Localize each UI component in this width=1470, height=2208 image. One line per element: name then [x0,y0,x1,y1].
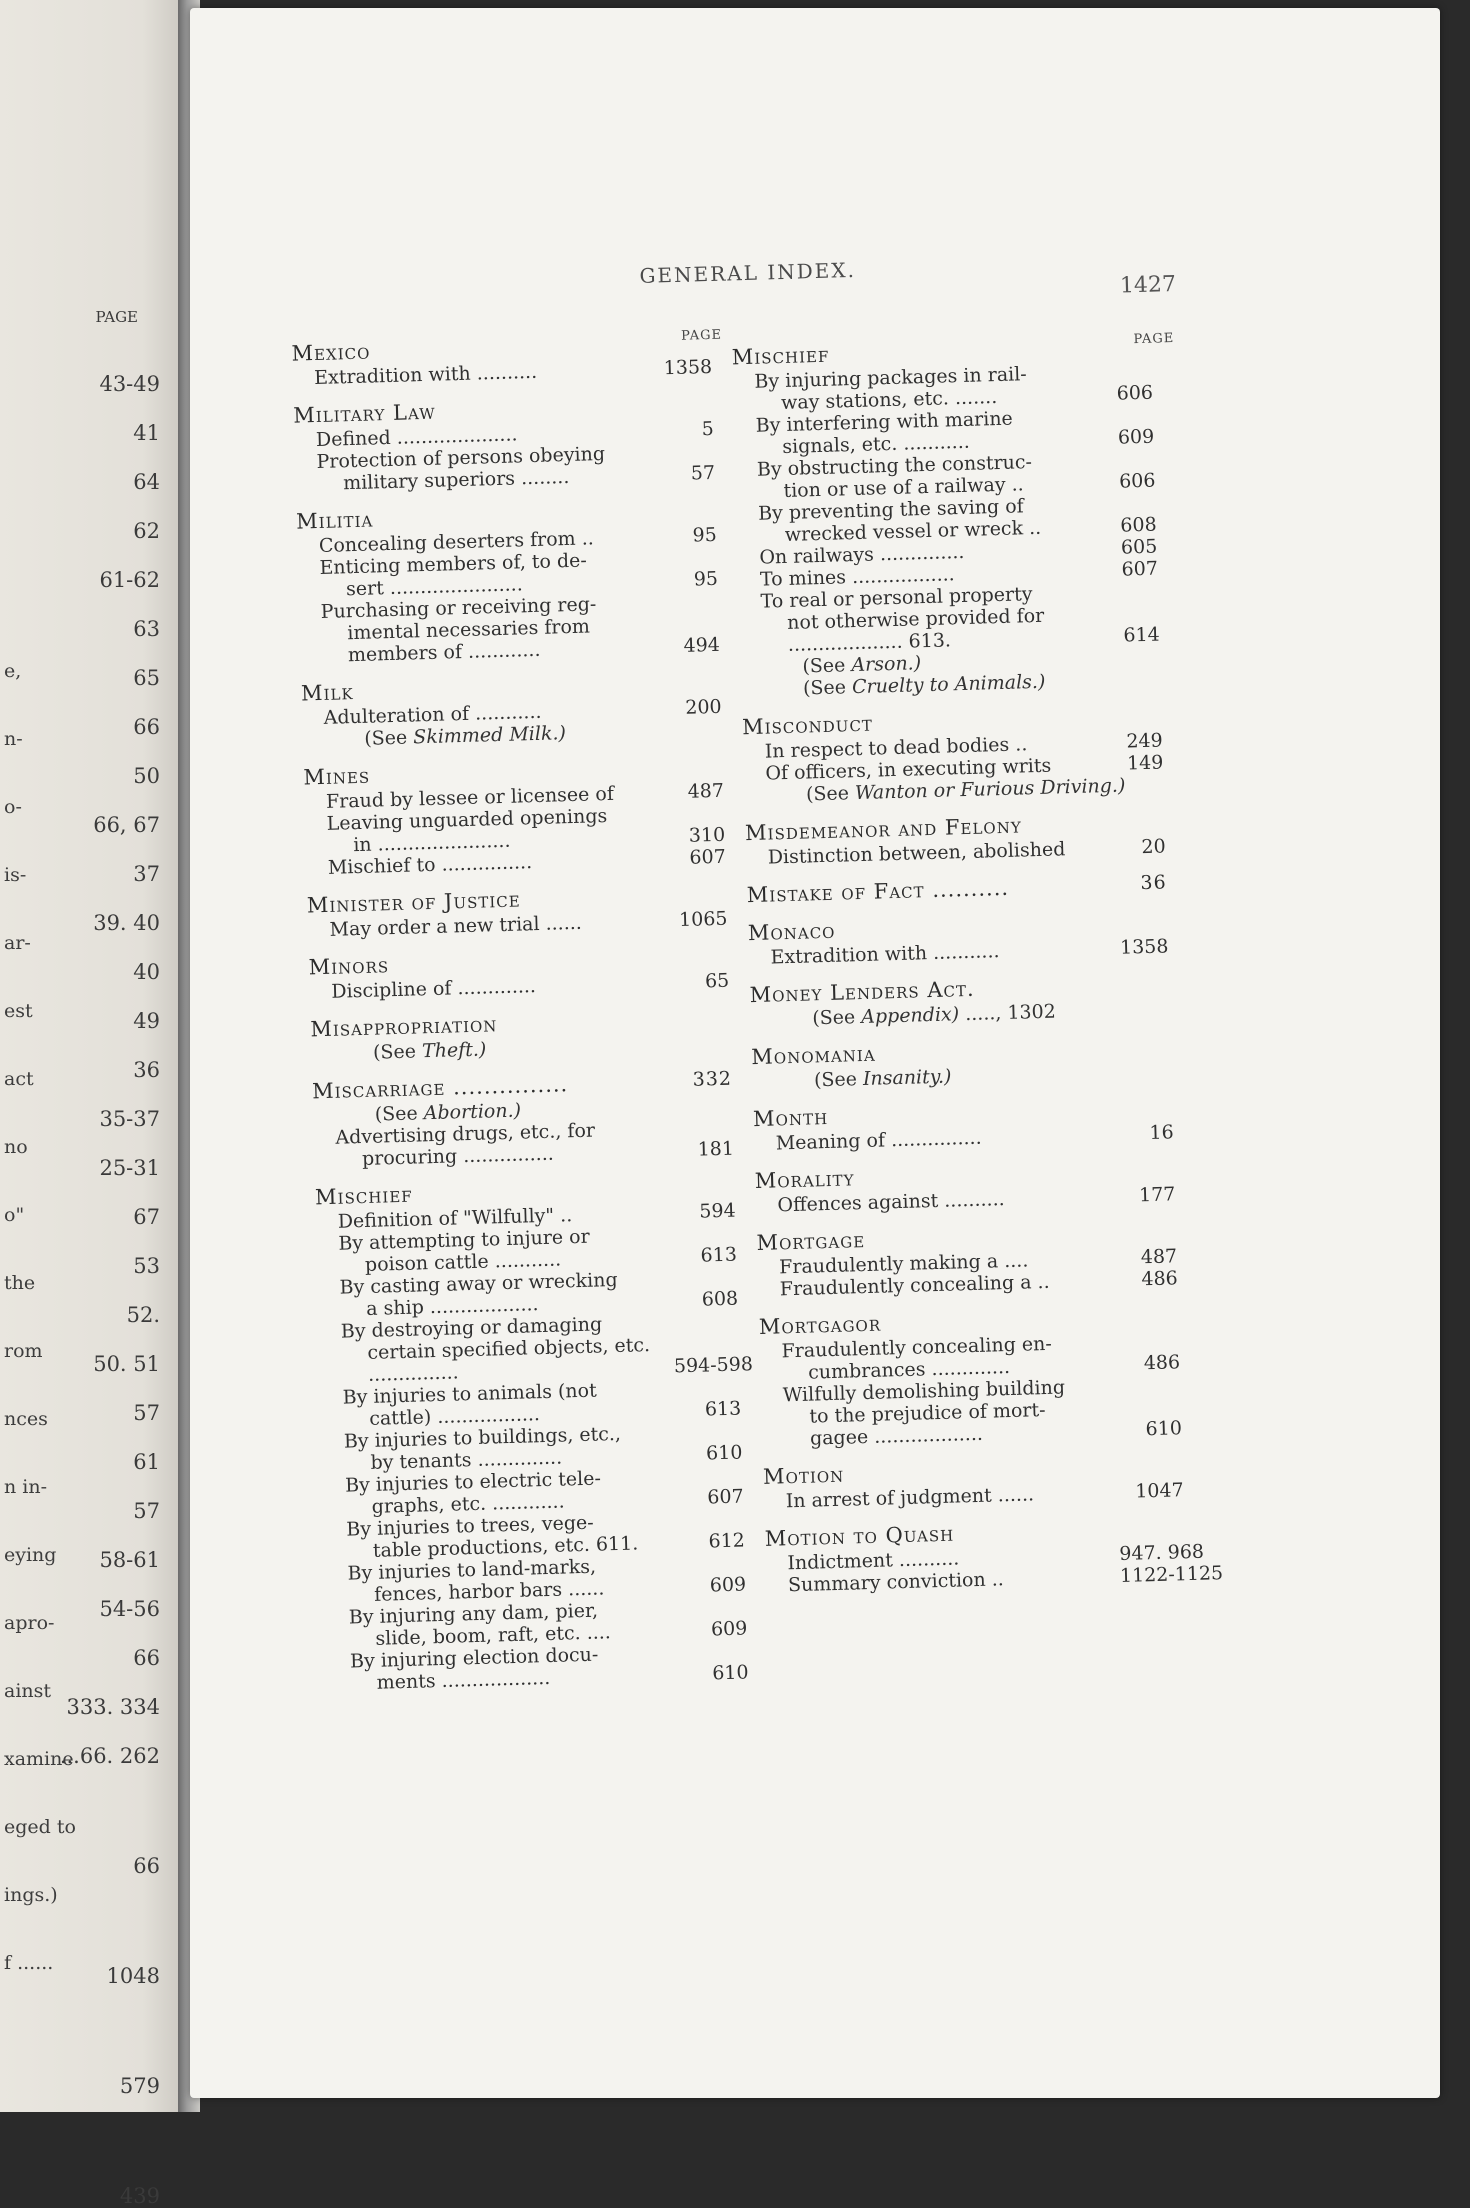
entry-text-line: Leaving unguarded openings [326,805,608,835]
entry-page-ref: 494 [683,633,721,657]
entry-text-continuation: table productions, etc. 611. [372,1532,639,1562]
left-page-number: 35-37 [99,1107,160,1131]
left-page-number: 66 [133,715,160,739]
entry-page-ref: 200 [685,695,722,719]
entry-page-ref: 149 [1126,751,1164,775]
entry-text-line: By injuries to animals (not [342,1379,597,1409]
index-heading-text: Mexico [291,339,371,366]
left-page-label: PAGE [95,308,138,326]
entry-page-ref: 608 [701,1287,739,1311]
left-page-number: 64 [133,470,160,494]
see-label: (See [811,1006,856,1030]
entry-text [760,581,1094,656]
entry-text-line: By injuries to buildings, etc., [343,1422,622,1453]
index-heading-text: Mischief [731,342,830,370]
index-column-right [731,334,1224,1597]
index-heading-text: Monomania [751,1041,876,1070]
entry-text-line: Fraudulently making a .... [778,1249,1029,1279]
entry-page-ref: 605 [1120,535,1158,559]
entry-page-ref: 16 [1149,1121,1174,1145]
entry-page-ref: 606 [1116,381,1154,405]
entry-page-ref: 1358 [1119,935,1169,959]
left-page-number: 40 [133,960,160,984]
entry-text-line: Meaning of ............... [775,1126,982,1155]
left-page-number: 36 [133,1058,160,1082]
left-page-number: ...66. 262 [59,1744,160,1768]
entry-text-continuation: wrecked vessel or wreck .. [784,516,1042,546]
entry-text-line: Mischief to ............... [327,851,533,879]
entry-page-ref: 181 [697,1137,735,1161]
entry-page-ref: 607 [707,1485,744,1509]
see-label: (See [372,1040,417,1064]
entry-text-continuation: sert ...................... [345,573,523,601]
entry-text-line: Wilfully demolishing building [782,1376,1066,1407]
entry-text-line: To real or personal property [760,583,1033,613]
left-page-number: 439 [119,2184,160,2208]
entry-page-ref: 608 [1120,513,1157,537]
entry-text-continuation: cumbrances ............. [807,1356,1011,1384]
entry-text-line: In arrest of judgment ...... [785,1483,1035,1513]
left-page-fragment: apro- [4,1612,55,1634]
entry-text-line: By injuring election docu- [349,1643,599,1673]
left-page-number: 63 [133,617,160,641]
left-page-number: 53 [133,1254,160,1278]
index-heading-text: Misconduct [741,711,874,740]
entry-page-ref: 609 [710,1617,748,1641]
entry-page-ref: 609 [1117,425,1155,449]
entry-text-line: Advertising drugs, etc., for [335,1119,596,1149]
entry-text-continuation: procuring ............... [361,1142,555,1171]
entry-text [350,1641,683,1694]
entry-text-continuation: cattle) ................. [369,1403,541,1430]
left-page-number: 61 [133,1450,160,1474]
left-page-fragment: is- [4,864,27,886]
see-target: Insanity.) [862,1065,952,1090]
index-heading-text: Mortgage [756,1227,866,1256]
index-heading-text: Motion to Quash [764,1521,955,1551]
entry-page-ref: 947. 968 [1119,1540,1205,1566]
index-heading-text: Mines [303,763,371,790]
see-page-ref: ....., 1302 [964,1000,1057,1026]
left-page-fragment: nces [4,1408,48,1430]
index-heading-text: Money Lenders Act. [749,976,975,1008]
index-heading-text: Mortgagor [758,1311,882,1339]
page-content [162,0,1470,2114]
index-heading-text: Minors [308,953,390,980]
index-heading-text: Monaco [747,918,836,946]
left-page-number: 57 [133,1499,160,1523]
entry-page-ref: 486 [1141,1267,1179,1291]
left-page-fragment: eying [4,1544,57,1566]
entry-text-line: By injuring any dam, pier, [348,1599,599,1629]
entry-text-continuation: fences, harbor bars ...... [373,1577,605,1606]
entry-text-continuation: certain specified objects, etc. ............... [367,1334,651,1386]
left-page-number: 1048 [106,1964,160,1988]
page-label-left-column: PAGE [680,327,723,344]
see-label: (See [813,1068,858,1092]
running-head: GENERAL INDEX. [639,257,857,288]
index-heading-text: Miscarriage ............... [311,1072,569,1104]
index-heading-text: Misdemeanor and Felony [744,813,1023,846]
left-page-number: 66 [133,1854,160,1878]
index-heading-text: Misappropriation [310,1012,498,1042]
entry-page-ref: 486 [1143,1351,1181,1375]
see-label: (See [802,676,847,700]
entry-page-ref: 1047 [1134,1479,1184,1503]
entry-text-continuation: to the prejudice of mort- gagee .................. [809,1399,1046,1450]
entry-page-ref: 487 [687,779,725,803]
index-heading [746,871,1167,907]
page-number: 1427 [1119,271,1177,299]
entry-page-ref: 95 [692,523,718,547]
entry-page-ref: 487 [1140,1245,1178,1269]
entry-text-line: By obstructing the construc- [756,451,1033,481]
entry-text [316,442,649,495]
left-page-fragment: o" [4,1204,25,1226]
index-heading-text: Mistake of Fact .......... [746,875,1010,908]
entry-text-line: In respect to dead bodies .. [764,733,1028,763]
entry-text-continuation: imental necessaries from members of ............ [347,615,591,667]
entry-text-line: Enticing members of, to de- [319,549,588,579]
entry-page-ref: 65 [704,969,730,993]
index-heading-text: Minister of Justice [306,887,521,918]
page-label-right-column: PAGE [1133,331,1175,348]
left-page-number: 41 [133,421,160,445]
entry-text-continuation: military superiors ........ [342,465,570,495]
see-label: (See [364,726,408,750]
left-page-number: 39. 40 [93,911,160,935]
left-page-number: 49 [133,1009,160,1033]
entry-text-continuation: poison cattle ........... [364,1248,562,1276]
index-heading-text: Month [752,1104,829,1132]
index-entry [760,580,1160,657]
entry-page-ref: 1358 [663,355,713,380]
entry-text-continuation: graphs, etc. ............ [371,1490,565,1518]
left-page-number: 66, 67 [93,813,160,837]
left-page-number: 61-62 [99,568,160,592]
entry-text-line: By injuries to electric tele- [344,1467,602,1497]
entry-text-line: Purchasing or receiving reg- [320,593,597,623]
entry-text-line: Extradition with .......... [313,360,538,390]
index-heading-text: Military Law [292,399,436,428]
see-target: Appendix) [860,1003,960,1029]
left-page-fragment: eged to [4,1816,76,1838]
entry-page-ref: 57 [690,461,716,485]
entry-text-continuation: slide, boom, raft, etc. .... [375,1621,612,1650]
left-page-number: 65 [133,666,160,690]
index-heading-text: Morality [754,1166,855,1194]
left-page-number: 54-56 [99,1597,160,1621]
entry-text-line: By attempting to injure or [338,1225,590,1255]
index-heading-ref: 332 [692,1067,733,1091]
index-heading-text: Milk [300,680,354,706]
entry-text-line: Fraudulently concealing a .. [779,1270,1050,1301]
entry-page-ref: 607 [1121,557,1159,581]
entry-text-line: On railways .............. [759,540,965,569]
see-label: (See [805,782,850,806]
entry-text-line: By interfering with marine [755,407,1014,437]
entry-text-continuation: by tenants .............. [370,1446,563,1474]
entry-page-ref: 1065 [678,907,728,932]
left-page-fragment: ainst [4,1680,52,1702]
entry-text-line: Defined .................... [315,423,518,452]
left-page-fragment: act [4,1068,34,1090]
entry-page-ref: 20 [1141,835,1166,859]
left-page-fragment: est [4,1000,33,1022]
see-target: Arson.) [851,652,922,677]
left-page-number: 50. 51 [93,1352,160,1376]
entry-text-line: Extradition with ........... [770,940,1000,969]
entry-page-ref: 613 [700,1243,738,1267]
entry-page-ref: 177 [1138,1183,1176,1207]
entry-text-line: Fraudulently concealing en- [781,1332,1053,1363]
see-label: (See [374,1102,419,1126]
entry-text-line: Offences against .......... [777,1188,1005,1217]
index-heading-text: Militia [295,507,374,534]
see-target: Wanton or Furious Driving.) [854,774,1126,805]
entry-text-line: Distinction between, abolished [767,838,1066,869]
left-page-number: 67 [133,1205,160,1229]
see-target: Theft.) [421,1038,487,1063]
entry-text-line: Concealing deserters from .. [318,527,595,557]
left-page-number: 579 [119,2074,160,2098]
left-page-fragment: n- [4,728,23,750]
entry-page-ref: 613 [704,1397,742,1421]
entry-text-continuation: a ship .................. [365,1293,539,1320]
entry-text-line: Summary conviction .. [787,1568,1005,1597]
left-page-fragment: ings.) [4,1884,58,1906]
see-target: Skimmed Milk.) [412,722,567,749]
see-label: (See [802,654,846,678]
left-page-fragment: the [4,1272,36,1294]
entry-text-line: Fraud by lessee or licensee of [325,782,615,813]
entry-text-line: By casting away or wrecking [339,1268,618,1299]
entry-text-line: Indictment .......... [787,1547,960,1575]
entry-page-ref: 606 [1118,469,1156,493]
index-heading-text: Motion [762,1462,845,1489]
left-page-number: 25-31 [99,1156,160,1180]
left-page-number: 62 [133,519,160,543]
entry-text-continuation: way stations, etc. ....... [780,385,998,415]
left-page-fragment: f ...... [4,1952,54,1974]
entry-text-line: To mines ................. [759,563,955,591]
index-heading-ref: 36 [1140,871,1167,895]
left-page-number: 333. 334 [66,1695,160,1719]
left-page-fragment: ar- [4,932,31,954]
entry-page-ref: 249 [1126,729,1163,753]
entry-page-ref: 609 [709,1573,747,1597]
entry-page-ref: 614 [1123,623,1161,647]
entry-text-line: Discipline of ............. [331,975,537,1003]
entry-text [341,1311,675,1386]
entry-text-line: By injuring packages in rail- [754,363,1027,393]
right-page [190,8,1440,2098]
entry-text-line: By preventing the saving of [757,495,1024,525]
left-page-fragment: no [4,1136,28,1158]
entry-page-ref: 95 [693,567,719,591]
entry-text-line: Protection of persons obeying [316,442,606,474]
left-page-number: 43-49 [99,372,160,396]
entry-text-continuation: in ...................... [352,829,511,857]
left-page-number: 57 [133,1401,160,1425]
entry-text-line: By injuries to land-marks, [347,1555,597,1585]
entry-text [783,1375,1117,1450]
entry-page-ref: 594-598 [673,1353,754,1378]
entry-text [335,1117,668,1170]
entry-page-ref: 610 [705,1441,743,1465]
entry-text-line: May order a new trial ...... [329,911,583,941]
entry-text-continuation: not otherwise provided for ................... 613. [786,604,1045,656]
index-entry [783,1373,1183,1450]
entry-text-continuation: signals, etc. ........... [782,430,971,458]
see-target: Cruelty to Animals.) [851,670,1046,699]
entry-text-continuation: tion or use of a railway .. [783,473,1024,502]
left-page-number: 50 [133,764,160,788]
entry-text-line: Adulteration of ........... [323,700,542,729]
entry-page-ref: 5 [701,417,715,441]
entry-page-ref: 1122-1125 [1119,1562,1224,1588]
entry-page-ref: 610 [711,1661,749,1685]
left-page-fragment: rom [4,1340,43,1362]
entry-text [320,592,654,667]
entry-page-ref: 610 [1145,1417,1183,1441]
entry-page-ref: 612 [708,1529,746,1553]
left-page-number: 37 [133,862,160,886]
left-page-number: 66 [133,1646,160,1670]
index-entry [340,1310,754,1387]
left-page-fragment: xamine [4,1748,74,1770]
entry-text-line: By destroying or damaging [340,1313,603,1343]
left-page-edge [0,0,178,2208]
entry-page-ref: 594 [699,1199,736,1223]
left-page-fragment: o- [4,796,22,818]
entry-text-line: Of officers, in executing writs [765,754,1052,785]
entry-page-ref: 310 [688,823,726,847]
entry-page-ref: 607 [689,845,727,869]
index-entry [320,590,720,667]
see-target: Abortion.) [423,1099,522,1125]
left-page-fragment: n in- [4,1476,48,1498]
left-page-number: 58-61 [99,1548,160,1572]
index-column-left [291,327,754,1695]
entry-text-continuation: ments .................. [376,1666,551,1694]
entry-text-line: By injuries to trees, vege- [346,1511,594,1541]
left-page-number: 52. [126,1303,160,1327]
left-page-fragment: e, [4,660,22,682]
entry-text-line: Definition of "Wilfully" .. [337,1204,573,1233]
index-heading-text: Mischief [314,1182,413,1210]
